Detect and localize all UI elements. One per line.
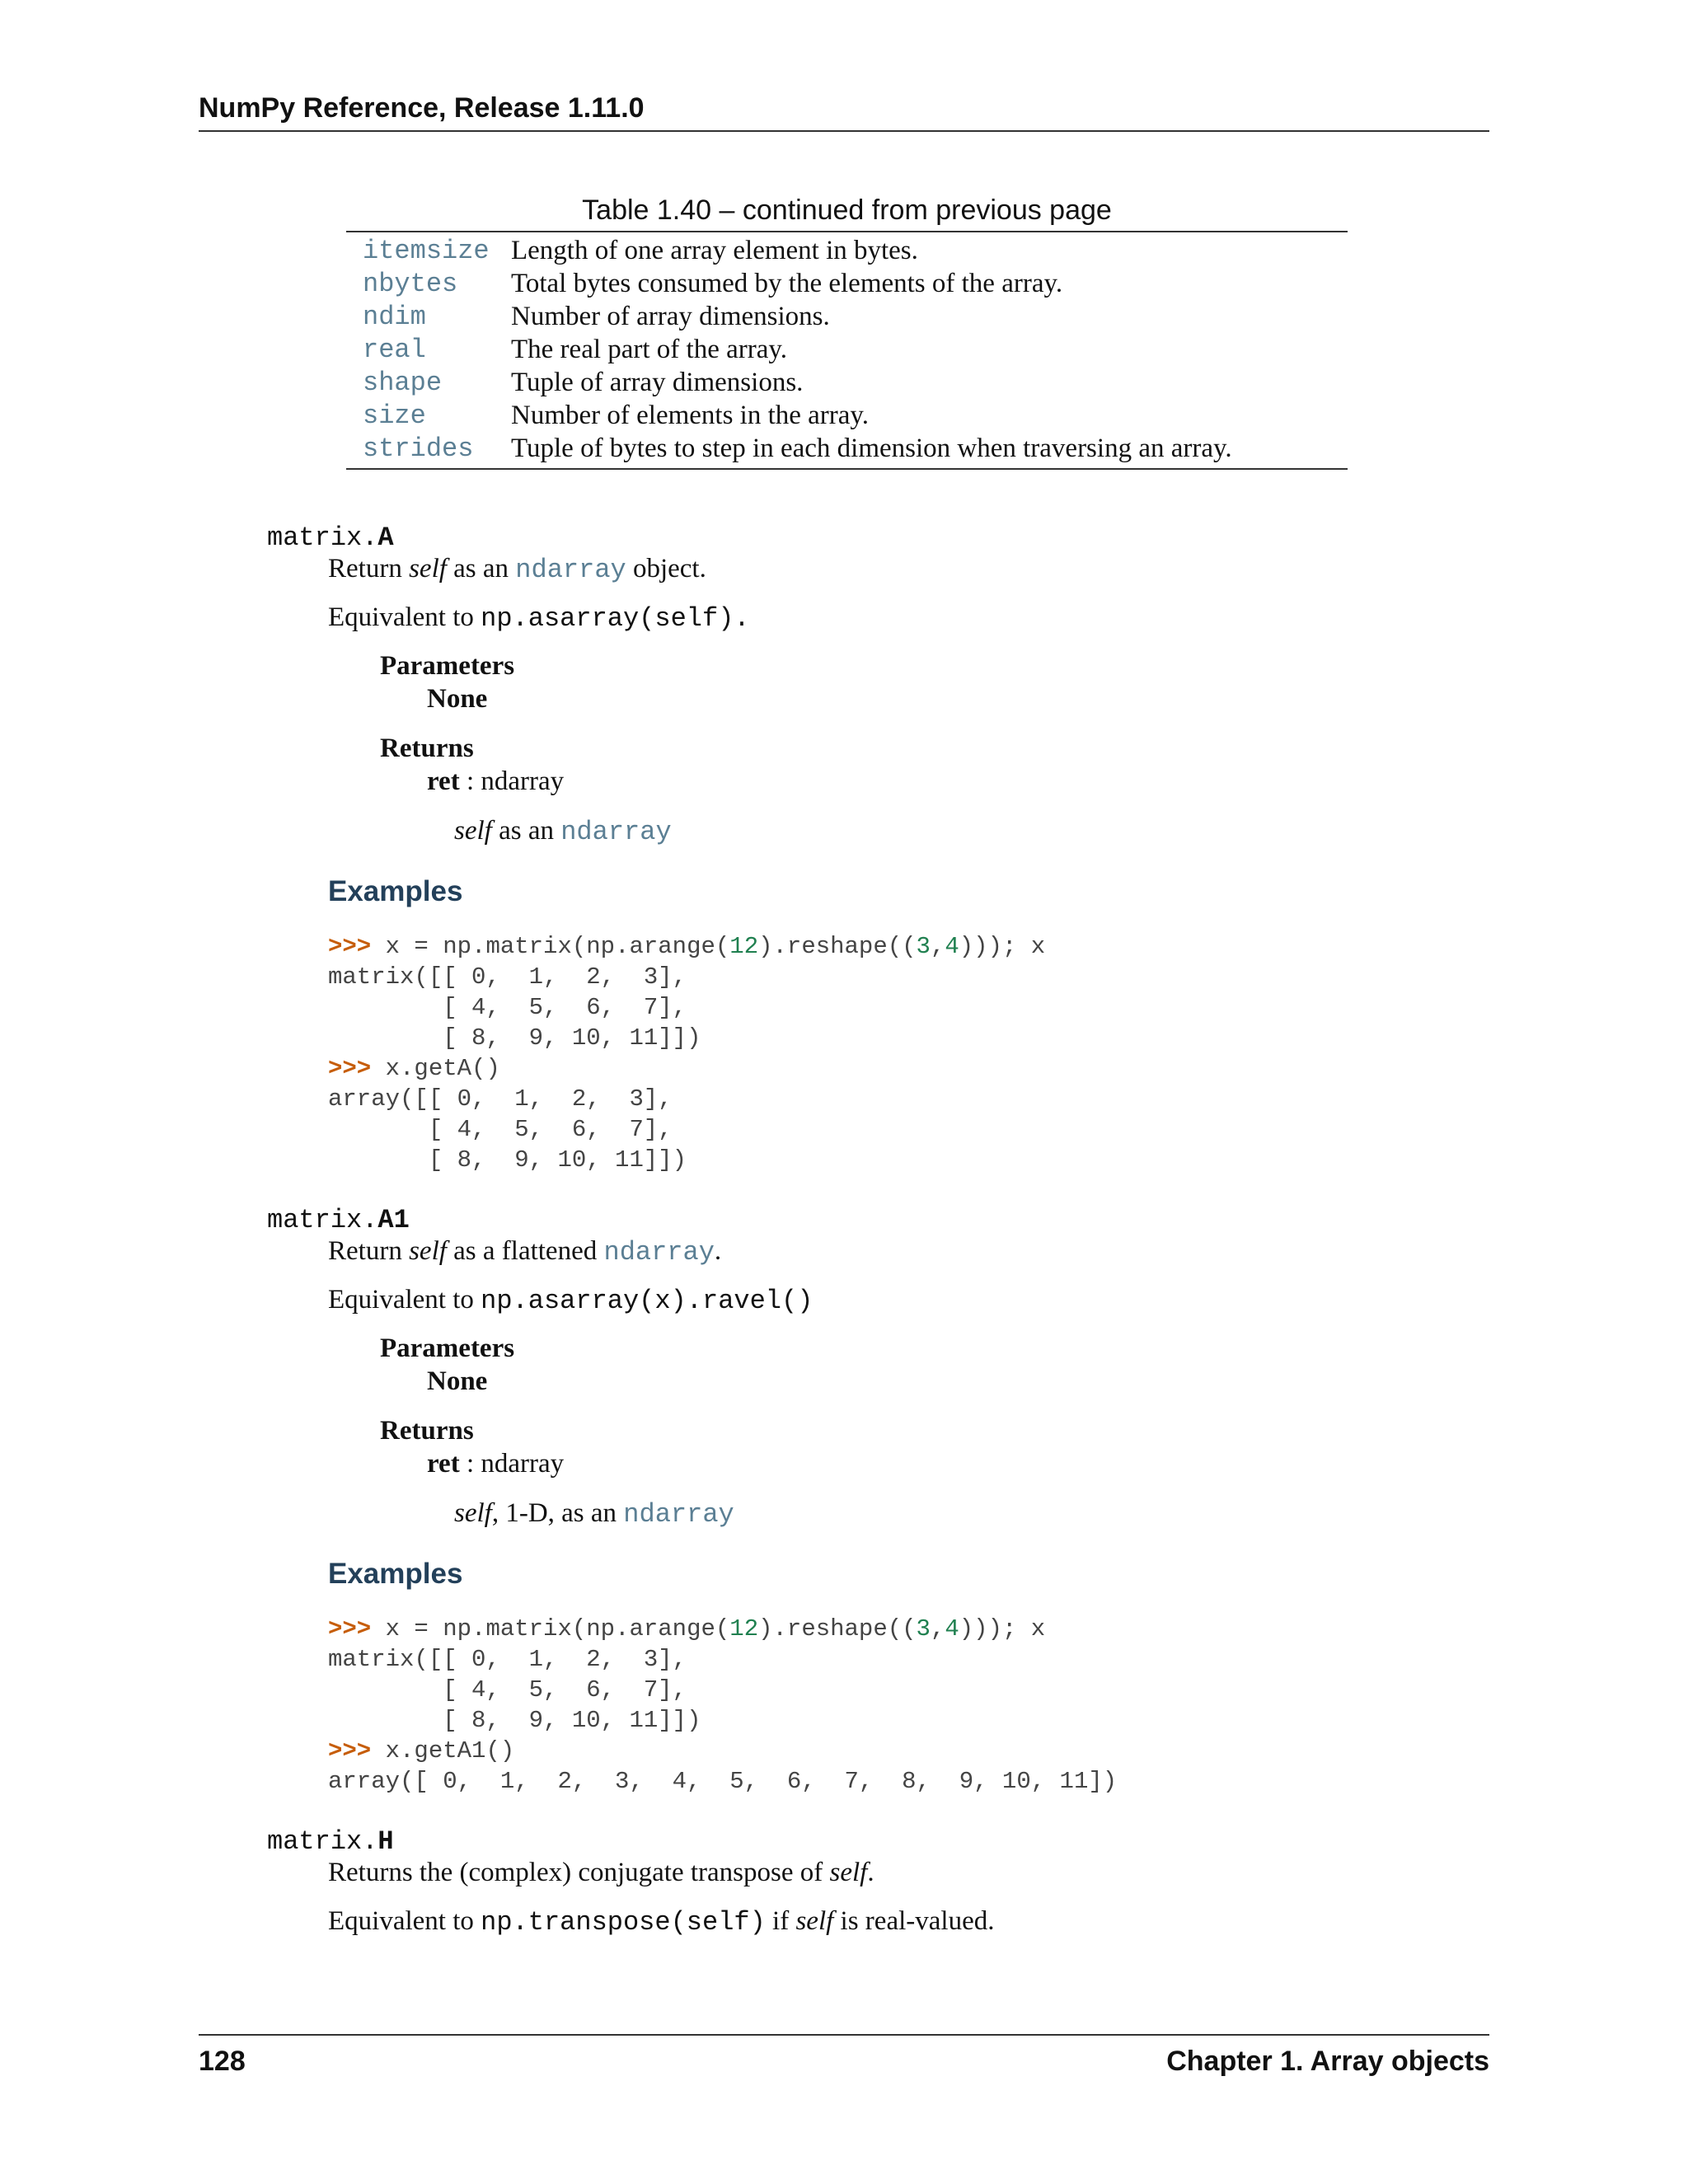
returns-label: Returns	[380, 1416, 474, 1446]
text-italic: self	[454, 816, 492, 846]
text-italic: self	[829, 1858, 868, 1887]
ndarray-link[interactable]: ndarray	[515, 555, 626, 585]
examples-heading: Examples	[328, 875, 463, 907]
text-italic: self	[454, 1498, 492, 1528]
return-name: ret	[427, 1449, 460, 1479]
attr-desc: The real part of the array.	[511, 334, 787, 364]
ndarray-link[interactable]: ndarray	[623, 1499, 734, 1530]
member-signature-matrix-A	[267, 523, 394, 553]
attr-link-size[interactable]: size	[363, 400, 426, 431]
sig-name: A1	[377, 1205, 410, 1235]
attr-link-real[interactable]: real	[363, 334, 426, 365]
prompt: >>>	[328, 1055, 372, 1082]
text: as a flattened	[446, 1236, 604, 1266]
member-description	[328, 1236, 721, 1268]
table-row	[346, 366, 1348, 399]
header-rule	[199, 130, 1489, 132]
attr-desc: Number of elements in the array.	[511, 400, 870, 430]
text: is real-valued.	[833, 1906, 995, 1936]
returns-description	[454, 816, 672, 847]
prompt: >>>	[328, 1615, 372, 1643]
attr-desc: Tuple of bytes to step in each dimension when traversing an array.	[511, 433, 1232, 463]
member-description	[328, 554, 706, 585]
running-header: NumPy Reference, Release 1.11.0	[199, 92, 645, 124]
return-name: ret	[427, 766, 460, 796]
table-row	[346, 300, 1348, 333]
table-row	[346, 432, 1348, 465]
text: Equivalent to	[328, 1285, 481, 1315]
attr-desc: Length of one array element in bytes.	[511, 235, 918, 265]
text: if	[765, 1906, 796, 1936]
text: , 1-D, as an	[491, 1498, 624, 1528]
text: Equivalent to	[328, 602, 481, 632]
code-text: x = np.matrix(np.arange(	[371, 933, 730, 960]
sig-prefix: matrix.	[267, 523, 378, 553]
examples-heading: Examples	[328, 1558, 463, 1590]
attr-desc: Number of array dimensions.	[511, 301, 830, 331]
table-row	[346, 333, 1348, 366]
inline-code: np.transpose(self)	[481, 1907, 766, 1938]
parameters-value: None	[427, 684, 488, 714]
return-type: : ndarray	[459, 766, 565, 796]
code-text: ))); x	[959, 933, 1046, 960]
code-text: ).reshape((	[758, 933, 917, 960]
code-number: 3	[916, 933, 931, 960]
sig-name: H	[377, 1826, 394, 1857]
equivalent-line	[328, 1906, 994, 1938]
code-text: x.getA()	[371, 1055, 500, 1082]
returns-description	[454, 1498, 734, 1530]
code-text: ,	[930, 933, 945, 960]
text: Equivalent to	[328, 1906, 481, 1936]
return-type: : ndarray	[459, 1449, 565, 1479]
text: .	[714, 1236, 722, 1266]
text-italic: self	[409, 554, 447, 583]
returns-label: Returns	[380, 733, 474, 763]
attr-desc: Total bytes consumed by the elements of the array.	[511, 268, 1063, 298]
inline-code: np.asarray(self).	[481, 603, 750, 634]
code-example	[328, 931, 1045, 1175]
code-text: x.getA1()	[371, 1737, 515, 1765]
code-text: ,	[930, 1615, 945, 1643]
parameters-value: None	[427, 1366, 488, 1396]
text: object.	[626, 554, 706, 583]
code-number: 12	[729, 933, 759, 960]
text: as an	[491, 816, 561, 846]
returns-value	[427, 766, 564, 797]
member-signature-matrix-H	[267, 1826, 394, 1857]
attr-link-strides[interactable]: strides	[363, 433, 474, 464]
ndarray-link[interactable]: ndarray	[603, 1237, 715, 1268]
attr-link-itemsize[interactable]: itemsize	[363, 235, 490, 266]
member-signature-matrix-A1	[267, 1205, 410, 1235]
chapter-title: Chapter 1. Array objects	[1166, 2046, 1489, 2077]
code-number: 4	[945, 1615, 959, 1643]
table-row	[346, 399, 1348, 432]
parameters-label: Parameters	[380, 1333, 515, 1363]
sig-prefix: matrix.	[267, 1205, 378, 1235]
table-caption: Table 1.40 – continued from previous page	[582, 194, 1112, 226]
equivalent-line	[328, 602, 750, 634]
text: Return	[328, 554, 410, 583]
attr-desc: Tuple of array dimensions.	[511, 367, 804, 397]
inline-code: np.asarray(x).ravel()	[481, 1286, 814, 1316]
code-output: [ 4, 5, 6, 7],	[328, 994, 687, 1021]
sig-name: A	[377, 523, 394, 553]
equivalent-line	[328, 1285, 813, 1316]
prompt: >>>	[328, 933, 372, 960]
attributes-table	[346, 231, 1348, 470]
code-number: 3	[916, 1615, 931, 1643]
code-output: [ 8, 9, 10, 11]])	[328, 1024, 701, 1052]
table-row	[346, 234, 1348, 267]
code-output: [ 4, 5, 6, 7],	[328, 1116, 673, 1143]
code-output: array([[ 0, 1, 2, 3],	[328, 1085, 673, 1113]
text: .	[867, 1858, 874, 1887]
attr-link-shape[interactable]: shape	[363, 367, 443, 398]
member-description	[328, 1858, 874, 1888]
code-text: ).reshape((	[758, 1615, 917, 1643]
code-output: [ 8, 9, 10, 11]])	[328, 1146, 687, 1174]
text-italic: self	[409, 1236, 447, 1266]
attr-link-nbytes[interactable]: nbytes	[363, 268, 458, 299]
text-italic: self	[795, 1906, 834, 1936]
parameters-label: Parameters	[380, 651, 515, 681]
prompt: >>>	[328, 1737, 372, 1765]
code-output: matrix([[ 0, 1, 2, 3],	[328, 1646, 687, 1673]
code-output: [ 4, 5, 6, 7],	[328, 1676, 687, 1704]
text: as an	[446, 554, 516, 583]
code-text: ))); x	[959, 1615, 1046, 1643]
returns-value	[427, 1449, 564, 1479]
code-text: x = np.matrix(np.arange(	[371, 1615, 730, 1643]
page-number: 128	[199, 2046, 246, 2077]
code-example	[328, 1614, 1117, 1797]
table-row	[346, 267, 1348, 300]
code-output: matrix([[ 0, 1, 2, 3],	[328, 963, 687, 991]
ndarray-link[interactable]: ndarray	[560, 817, 672, 847]
sig-prefix: matrix.	[267, 1826, 378, 1857]
code-output: [ 8, 9, 10, 11]])	[328, 1707, 701, 1734]
text: Returns the (complex) conjugate transpose of	[328, 1858, 830, 1887]
attr-link-ndim[interactable]: ndim	[363, 301, 426, 332]
text: Return	[328, 1236, 410, 1266]
footer-rule	[199, 2034, 1489, 2036]
code-number: 12	[729, 1615, 759, 1643]
code-number: 4	[945, 933, 959, 960]
code-output: array([ 0, 1, 2, 3, 4, 5, 6, 7, 8, 9, 10, 11])	[328, 1768, 1118, 1795]
